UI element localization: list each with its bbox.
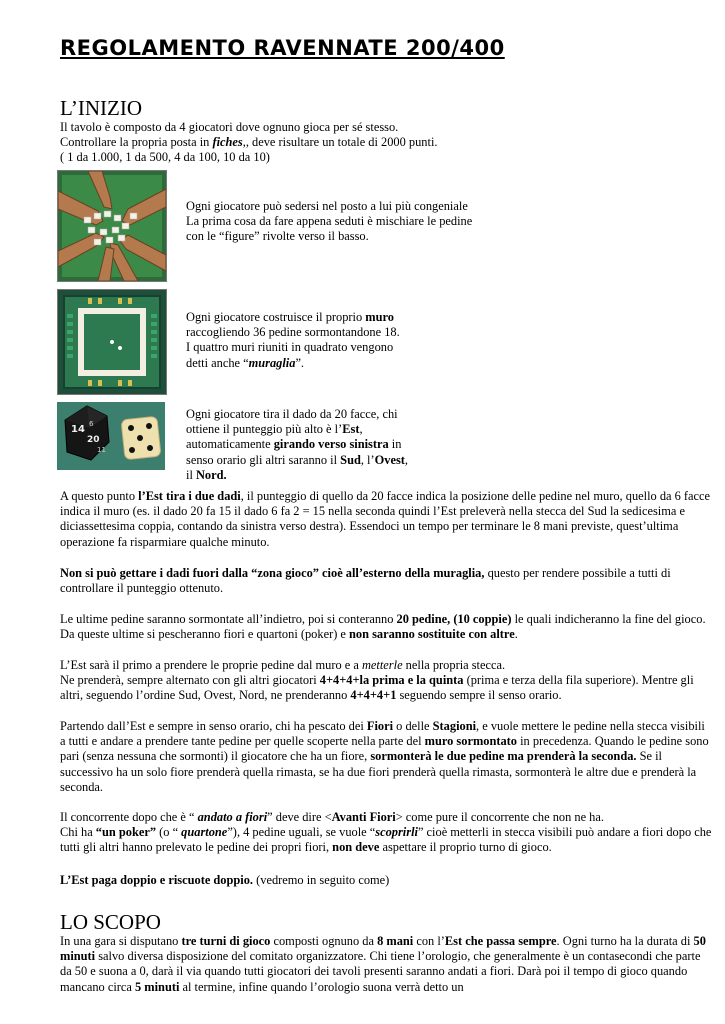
text-run-bold-italic: andato a fiori [197, 810, 268, 824]
text-run: , il punteggio di quello da 20 facce indica la posizione delle pedine nel muro, quello da 6 facce indica il muro (es. il dado 20 fa 15 il dado 6 fa 2 = 15 nella seconda quindi l’Est preleverà nella stecca del Sud la sedicesima e diciassettesima coppia, contando da sinistra verso destra). Essendoci un tempo per terminare le 8 mani previste, quest’ultima operazione fa risparmiare qualche minuto. [60, 489, 711, 549]
paragraph-last-tiles [60, 612, 712, 642]
caption-dice-line-4d: Ovest [374, 452, 405, 467]
text-run: salvo diversa disposizione del comitato organizzatore. Chi tiene l’orologio, che generalmente è un contasecondi che parte da 50 e suona a 0, darà il via quando tutti giocatori dei tavoli presenti saranno andati a fiori. Darà poi il tempo di gioco quando mancano circa [60, 949, 701, 994]
text-run-bold-italic: quartone [181, 825, 228, 840]
intro-line-1: Il tavolo è composto da 4 giocatori dove ognuno gioca per sé stesso. [60, 120, 399, 134]
svg-text:11: 11 [97, 446, 106, 454]
text-run: nella propria stecca. [402, 658, 506, 672]
text-run: L’Est sarà il primo a prendere le proprie pedine dal muro e a [60, 658, 362, 672]
text-run-bold: Non si può gettare i dadi fuori dalla “zona gioco” cioè all’esterno della muraglia, [60, 566, 485, 580]
text-run: . [514, 627, 518, 642]
text-run: ” deve dire < [267, 810, 332, 824]
dice-illustration [57, 402, 165, 470]
caption-dice [186, 407, 446, 483]
text-run: composti ognuno da [270, 934, 378, 948]
hands-mixing-tiles-illustration [58, 171, 166, 281]
text-run: seguendo sempre il senso orario. [396, 688, 562, 703]
svg-text:14: 14 [71, 424, 85, 435]
text-run-italic: metterle [361, 658, 403, 672]
text-run: le quali indicheranno la fine del gioco. Da queste ultime si pescheranno fiori e quartoni (poker) e [60, 612, 706, 642]
text-run: Partendo dall’Est e sempre in senso orario, chi ha pescato dei [60, 719, 367, 733]
text-run: (o “ [156, 825, 182, 840]
text-run: Il concorrente dopo che è “ [60, 810, 198, 824]
text-run: A questo punto [60, 489, 139, 503]
text-run: o delle [393, 719, 433, 733]
caption-dice-line-4c: , l’ [360, 452, 375, 467]
text-run: aspettare il proprio turno di gioco. [379, 840, 552, 855]
svg-text:6: 6 [89, 420, 94, 428]
caption-mixing-line-1: Ogni giocatore può sedersi nel posto a lui più congeniale [186, 199, 468, 213]
text-run-bold: l’Est tira i due dadi [138, 489, 241, 503]
svg-text:20: 20 [87, 435, 100, 445]
section-heading-scopo: LO SCOPO [60, 910, 161, 934]
caption-dice-line-3b: girando verso sinistra [273, 437, 389, 452]
caption-walls-line-3: I quattro muri riuniti in quadrato vengono [186, 340, 394, 355]
text-run: al termine, infine quando l’orologio suona verrà detto un [179, 979, 464, 994]
text-run-bold-italic: scoprirli [375, 825, 418, 840]
text-run-bold: 4+4+4+la prima e la quinta [319, 673, 464, 688]
text-run-bold: muro sormontato [424, 734, 518, 749]
text-run-bold: Fiori [366, 719, 394, 733]
text-run-bold: Est che passa sempre [444, 934, 557, 948]
text-run-bold: non saranno sostituite con altre [349, 627, 515, 642]
text-run: ”), 4 pedine uguali, se vuole “ [227, 825, 376, 840]
caption-walls-line-4c: ”. [295, 355, 305, 370]
intro-paragraph [60, 120, 680, 166]
caption-walls-line-4b: muraglia [248, 355, 296, 370]
text-run-bold: Stagioni [432, 719, 477, 733]
text-run-bold: L’Est paga doppio e riscuote doppio. [60, 873, 254, 887]
caption-walls-line-1b: muro [365, 310, 394, 324]
caption-dice-line-2a: ottiene il punteggio più alto è l’ [186, 422, 343, 437]
text-run-bold: 8 mani [377, 934, 414, 948]
text-run-bold: non deve [332, 840, 380, 855]
text-run: . Ogni turno ha la durata di [556, 934, 694, 948]
mahjong-walls-illustration [58, 290, 166, 394]
text-run: Le ultime pedine saranno sormontate all’indietro, poi si conteranno [60, 612, 397, 626]
text-run-bold: sormonterà le due pedine ma prenderà la seconda. [370, 749, 637, 764]
dice-photo [57, 402, 165, 470]
paragraph-avanti-fiori [60, 810, 712, 856]
intro-line-2b: fiches [212, 135, 243, 150]
text-run-bold: 5 minuti [135, 979, 180, 994]
caption-mixing-line-3: con le “figure” rivolte verso il basso. [186, 229, 369, 244]
text-run-bold: tre turni di gioco [181, 934, 271, 948]
paragraph-dice-roll [60, 489, 712, 550]
caption-dice-line-5a: il [186, 467, 196, 482]
text-run: ” cioè metterli in stecca visibili può andare a fiori dopo che tutti gli altri hanno prelevato le pedine dei propri fiori, [60, 825, 712, 855]
caption-dice-line-2c: , [359, 422, 363, 437]
caption-dice-line-1: Ogni giocatore tira il dado da 20 facce, chi [186, 407, 398, 421]
text-run-bold: 50 minuti [60, 934, 706, 964]
text-run: (prima e terza della fila superiore). Mentre gli altri, seguendo l’ordine Sud, Ovest, Nord, ne prenderanno [60, 673, 694, 703]
caption-mixing [186, 199, 526, 245]
text-run: Ne prenderà, sempre alternato con gli altri giocatori [60, 673, 320, 688]
paragraph-dealing [60, 658, 712, 704]
paragraph-flowers [60, 719, 712, 795]
intro-line-2c: ,, deve risultare un totale di 2000 punti. [242, 135, 438, 150]
text-run-bold: 20 pedine, (10 coppie) [396, 612, 512, 626]
paragraph-dice-zone [60, 566, 712, 596]
section-heading-inizio: L’INIZIO [60, 96, 143, 120]
paragraph-scopo [60, 934, 712, 995]
caption-mixing-line-2: La prima cosa da fare appena seduti è mischiare le pedine [186, 214, 473, 229]
text-run: > come pure il concorrente che non ne ha. [395, 810, 604, 824]
caption-dice-line-4a: senso orario gli altri saranno il [186, 452, 341, 467]
caption-dice-line-4b: Sud [340, 452, 361, 467]
intro-line-2a: Controllare la propria posta in [60, 135, 213, 150]
caption-dice-line-2b: Est [342, 422, 360, 437]
text-run: Se il successivo ha un solo fiore prenderà quella rimasta, se ha due fiori prenderà quella rimasta, sormonterà le altre due e prenderà la seconda. [60, 749, 697, 794]
text-run: (vedremo in seguito come) [253, 873, 390, 887]
intro-line-3: ( 1 da 1.000, 1 da 500, 4 da 100, 10 da 10) [60, 150, 270, 165]
caption-dice-line-4e: , [404, 452, 409, 467]
text-run: In una gara si disputano [60, 934, 182, 948]
text-run-bold: Avanti Fiori [331, 810, 396, 824]
caption-dice-line-5b: Nord. [195, 467, 227, 482]
caption-walls-line-4a: detti anche “ [186, 355, 249, 370]
text-run: , e vuole mettere le pedine nella stecca visibili a tutti e andare a prendere tante pedine per quelle scoperte nella parte del [60, 719, 705, 749]
caption-walls-line-1a: Ogni giocatore costruisce il proprio [186, 310, 366, 324]
paragraph-est-pays-double [60, 873, 712, 888]
caption-dice-line-3c: in [388, 437, 402, 452]
text-run: in precedenza. Quando le pedine sono pari (senza nessuna che sormonti) il giocatore che ha un fiore, [60, 734, 709, 764]
text-run: con l’ [413, 934, 445, 948]
text-run-bold: “un poker” [95, 825, 157, 840]
caption-walls-line-2: raccogliendo 36 pedine sormontandone 18. [186, 325, 400, 340]
hands-mixing-tiles-photo [57, 170, 167, 282]
caption-walls [186, 310, 486, 371]
mahjong-walls-photo [57, 289, 167, 395]
page-title: REGOLAMENTO RAVENNATE 200/400 [60, 36, 505, 60]
text-run: Chi ha [60, 825, 96, 840]
text-run: questo per rendere possibile a tutti di controllare il punteggio ottenuto. [60, 566, 671, 596]
text-run-bold: 4+4+4+1 [350, 688, 397, 703]
caption-dice-line-3a: automaticamente [186, 437, 274, 452]
